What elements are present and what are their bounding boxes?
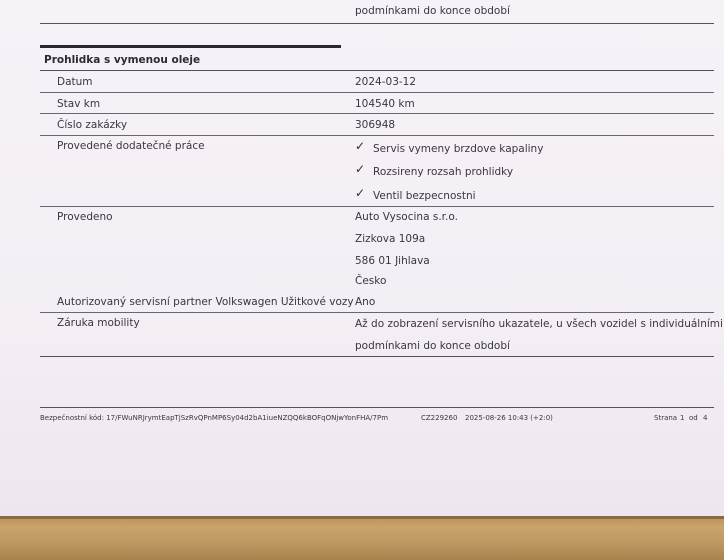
timestamp: 2025-08-26 10:43 (+2:0) [465,414,553,422]
divider [40,92,714,93]
divider [40,70,714,71]
divider [40,206,714,207]
cislo-zakazky-label: Číslo zakázky [57,119,128,131]
divider [40,135,714,136]
datum-value: 2024-03-12 [355,76,417,88]
footer-divider [40,407,714,408]
partner-value: Ano [355,296,376,308]
datum-label: Datum [57,76,93,88]
prace-item: Rozsireny rozsah prohlidky [373,166,514,178]
zaruka-label: Záruka mobility [57,317,140,329]
provedeno-label: Provedeno [57,211,113,223]
page-of: od [689,414,698,422]
doc-id: CZ229260 [421,414,458,422]
prace-label: Provedené dodatečné práce [57,140,205,152]
table-surface [0,516,724,560]
page-current: 1 [680,414,685,422]
divider [40,356,714,357]
check-icon: ✓ [355,139,366,153]
prace-item: Ventil bezpecnostni [373,190,476,202]
section-bar [40,45,341,48]
provedeno-line: Zizkova 109a [355,233,426,245]
page-label: Strana [654,414,678,422]
provedeno-line: 586 01 Jihlava [355,255,430,267]
cislo-zakazky-value: 306948 [355,119,396,131]
section-title: Prohlidka s vymenou oleje [44,54,201,66]
page-total: 4 [703,414,708,422]
top-continuation-text: podmínkami do konce období [355,5,510,17]
zaruka-line: Až do zobrazení servisního ukazatele, u všech vozidel s individuálními [355,318,723,330]
partner-label: Autorizovaný servisní partner Volkswagen Užitkové vozy [57,296,354,308]
stav-km-value: 104540 km [355,98,415,110]
provedeno-line: Auto Vysocina s.r.o. [355,211,458,223]
security-code: Bezpečnostní kód: 17/FWuNRJrymtEapTjSzRvQPnMP6Sy04d2bA1iueNZQQ6kBOFqONjwYonFHA/7Pm [40,414,389,422]
check-icon: ✓ [355,186,366,200]
stav-km-label: Stav km [57,98,101,110]
divider [40,312,714,313]
zaruka-line: podmínkami do konce období [355,340,510,352]
provedeno-line: Česko [355,275,387,287]
prace-item: Servis vymeny brzdove kapaliny [373,143,544,155]
divider [40,113,714,114]
check-icon: ✓ [355,162,366,176]
divider [40,23,714,24]
